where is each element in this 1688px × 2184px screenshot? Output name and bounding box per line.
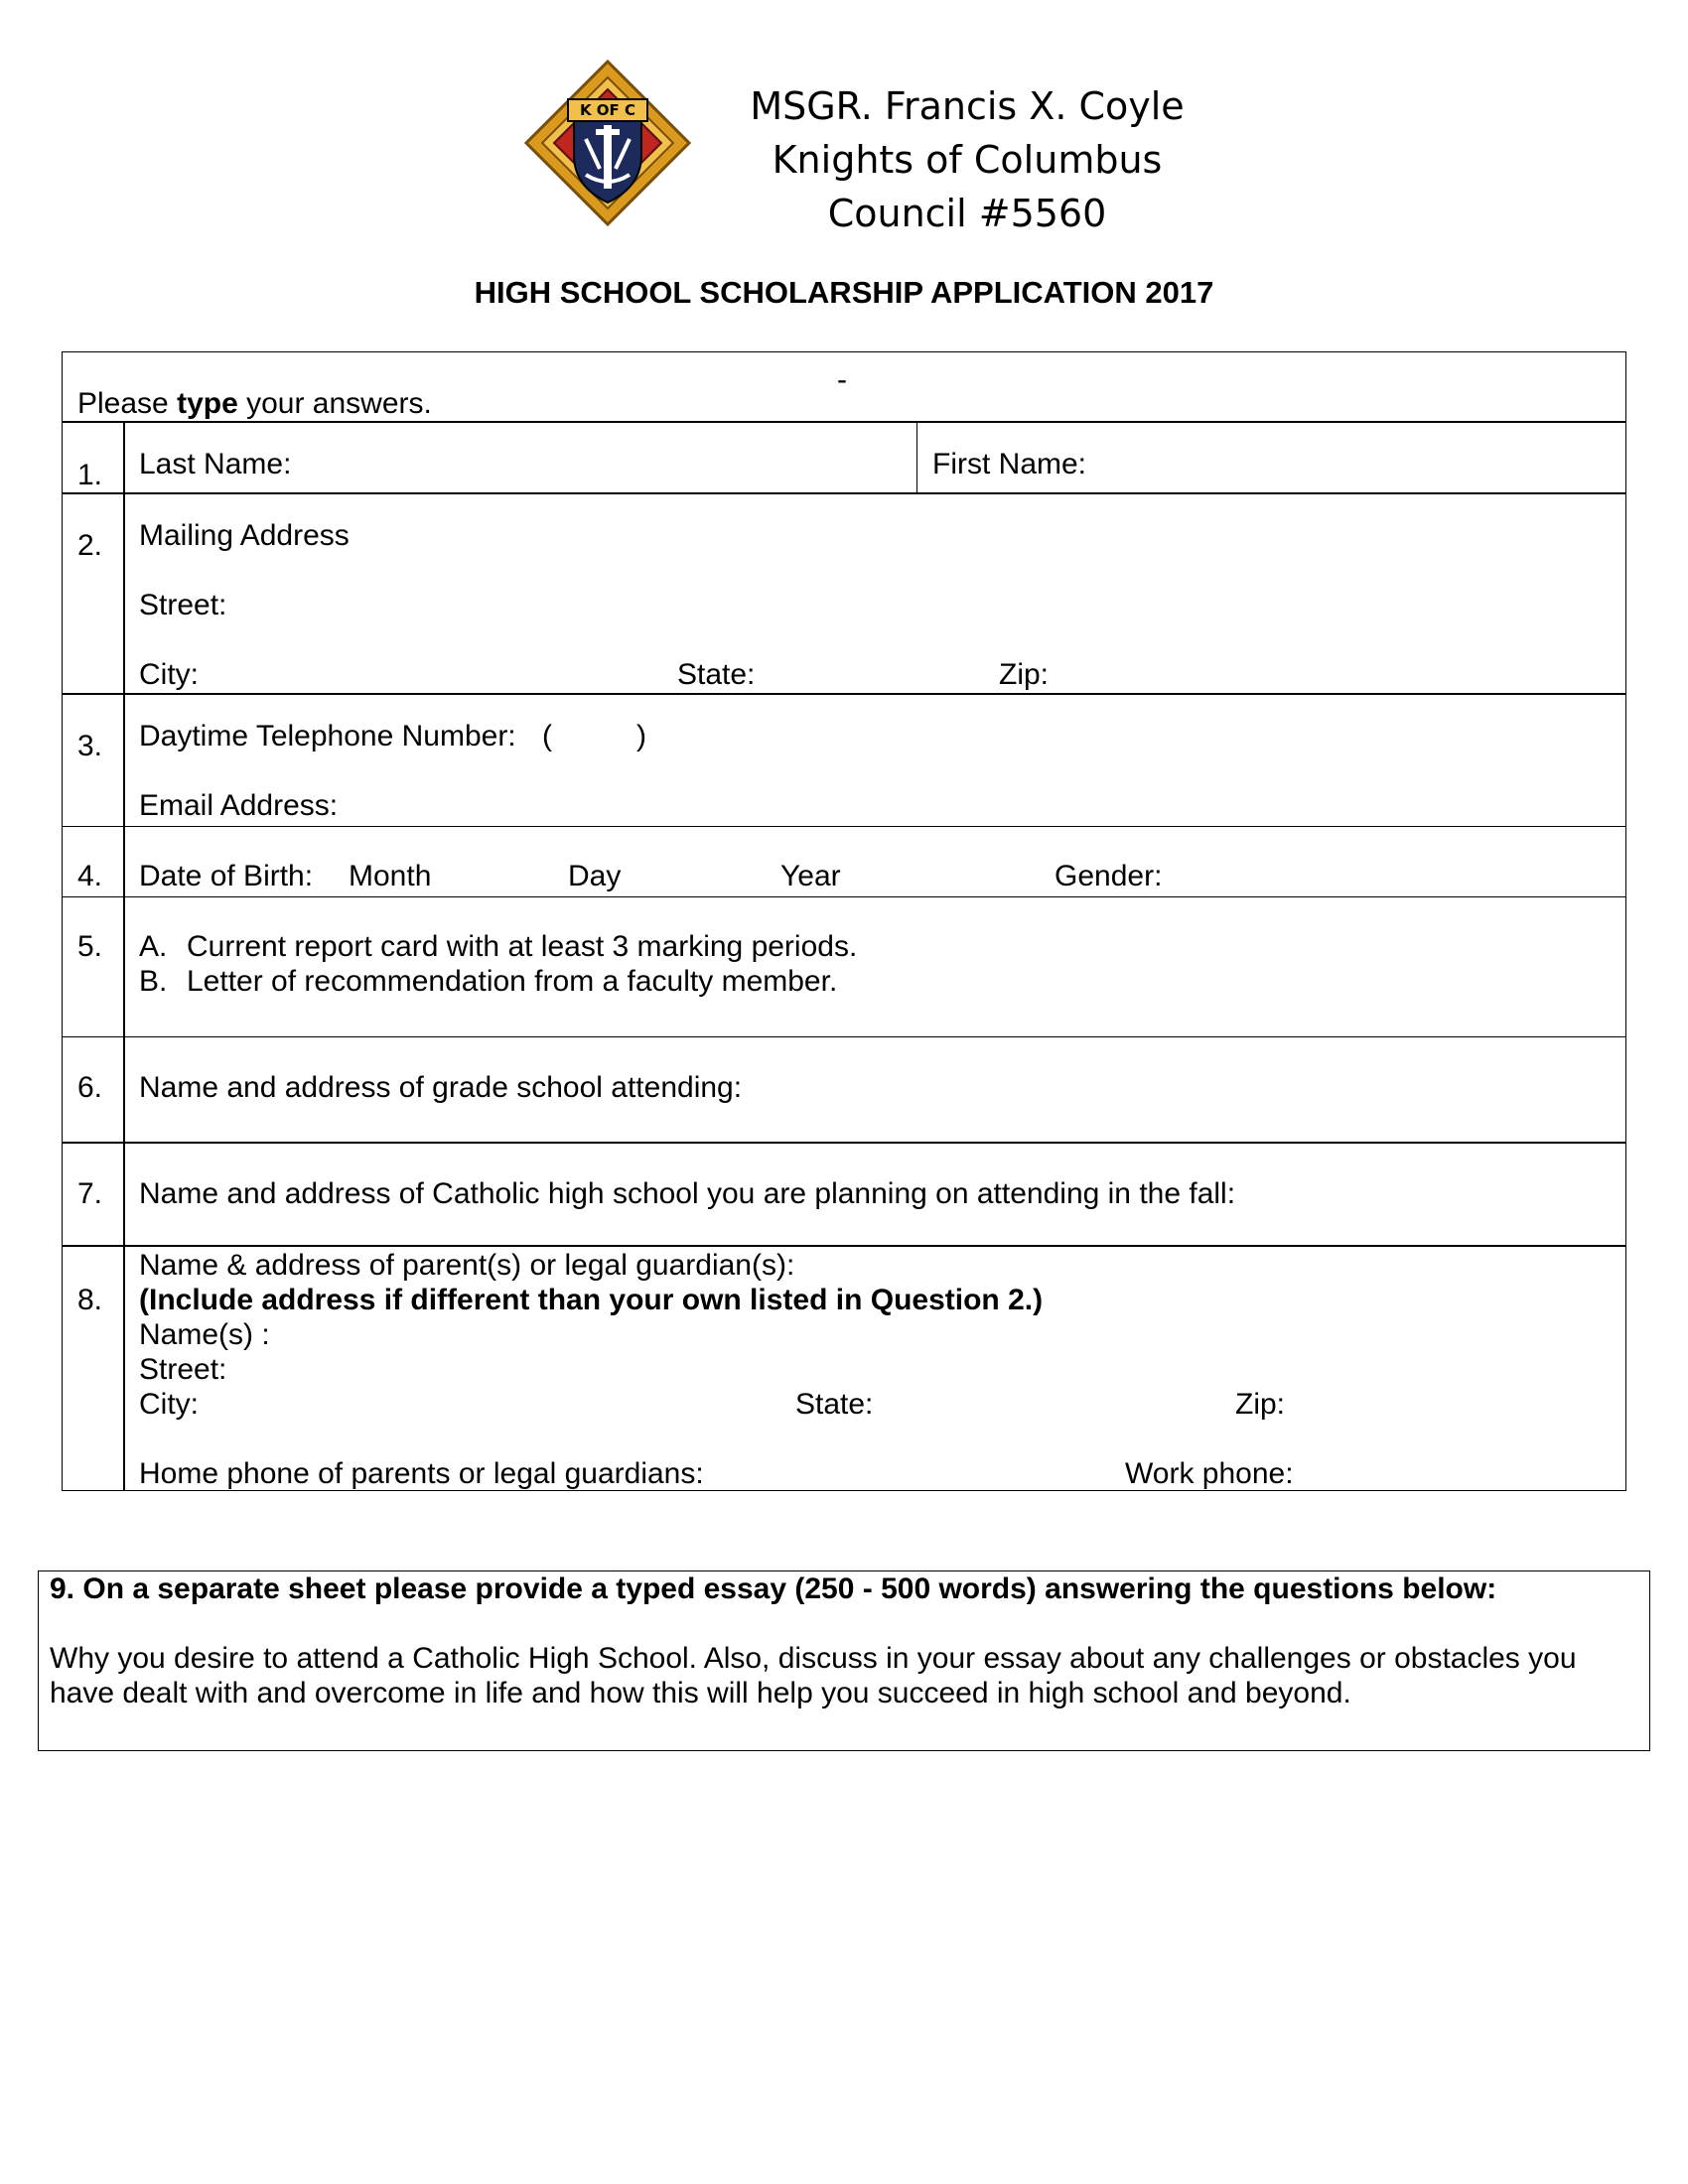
daytime-phone-label: Daytime Telephone Number: [139,720,516,752]
q6-number: 6. [77,1071,103,1104]
row-separator [62,896,1626,897]
header-line-1: MSGR. Francis X. Coyle [750,84,1185,128]
mailing-address-heading: Mailing Address [139,519,350,552]
instructions-dash: - [837,363,847,396]
parent-zip-label: Zip: [1235,1388,1286,1421]
row-separator [62,1036,1626,1037]
q5-a-marker: A. [139,930,168,963]
parent-city-label: City: [139,1388,199,1421]
q5-b-marker: B. [139,965,168,998]
name-column-divider [916,422,917,493]
table-left-border [62,351,63,1491]
state-label: State: [677,658,756,691]
q5-a-text: Current report card with at least 3 marking periods. [187,930,858,963]
phone-paren-open: ( [542,720,552,752]
grade-school-label: Name and address of grade school attending: [139,1071,743,1104]
q4-number: 4. [77,860,103,892]
row-separator [62,693,1626,695]
zip-label: Zip: [999,658,1050,691]
row-separator [62,826,1626,827]
last-name-label: Last Name: [139,448,292,480]
catholic-high-school-label: Name and address of Catholic high school you are planning on attending in the fall: [139,1177,1236,1210]
work-phone-label: Work phone: [1125,1457,1294,1490]
emblem-lettering: K OF C [579,101,636,119]
row-separator [62,1142,1626,1144]
form-title: HIGH SCHOOL SCHOLARSHIP APPLICATION 2017 [474,275,1214,310]
q2-number: 2. [77,529,103,562]
essay-body-line-2: have dealt with and overcome in life and how this will help you succeed in high school and beyond. [50,1677,1351,1709]
city-label: City: [139,658,199,691]
row-separator [62,421,1626,423]
instructions-prefix: Please [77,387,178,420]
parent-address-note: (Include address if different than your own listed in Question 2.) [139,1284,1044,1316]
dob-year-label: Year [780,860,841,892]
header-line-3: Council #5560 [827,192,1107,235]
table-top-border [62,351,1626,352]
row-separator [62,492,1626,494]
q7-number: 7. [77,1177,103,1210]
essay-heading: 9. On a separate sheet please provide a typed essay (250 - 500 words) answering the questions below: [50,1572,1497,1605]
dob-day-label: Day [568,860,622,892]
row-separator [62,1245,1626,1247]
essay-body-line-1: Why you desire to attend a Catholic High School. Also, discuss in your essay about any challenges or obstacles you [50,1642,1577,1675]
q8-number: 8. [77,1284,103,1316]
parent-street-label: Street: [139,1353,227,1386]
kofc-emblem [524,60,691,226]
instructions [77,387,432,421]
phone-paren-close: ) [636,720,646,752]
email-label: Email Address: [139,789,339,822]
q5-b-text: Letter of recommendation from a faculty member. [187,965,838,998]
dob-label: Date of Birth: [139,860,314,892]
instructions-suffix: your answers. [237,387,432,420]
table-right-border [1625,351,1626,1491]
street-label: Street: [139,589,227,621]
parent-names-label: Name(s) : [139,1318,270,1351]
header-line-2: Knights of Columbus [772,138,1163,182]
parent-state-label: State: [795,1388,874,1421]
q1-number: 1. [77,459,103,491]
home-phone-label: Home phone of parents or legal guardians: [139,1457,704,1490]
number-column-divider [123,422,125,1491]
parent-guardian-label: Name & address of parent(s) or legal guardian(s): [139,1249,795,1282]
q5-number: 5. [77,930,103,963]
dob-month-label: Month [349,860,432,892]
instructions-emphasis: type [177,387,238,420]
gender-label: Gender: [1055,860,1163,892]
q3-number: 3. [77,730,103,762]
first-name-label: First Name: [932,448,1087,480]
